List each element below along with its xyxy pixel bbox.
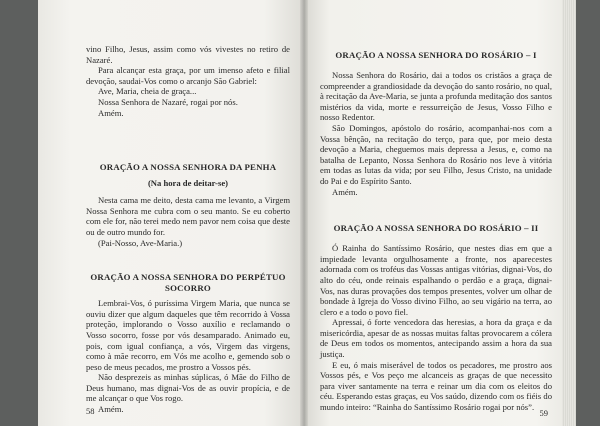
penha-title: ORAÇÃO A NOSSA SENHORA DA PENHA — [99, 162, 277, 173]
intro-paragraph-1: vino Filho, Jesus, assim como vós vivestes no retiro de Nazaré. — [86, 44, 290, 65]
penha-paragraph: Nesta cama me deito, desta cama me levanto, a Virgem Nossa Senhora me cubra com o seu manto. Se eu coberto com ele for, não terei medo nem pavor nem coisa que deste ou de outro mundo for. — [86, 195, 290, 237]
perpetuo-title-line-2: SOCORRO — [165, 283, 211, 294]
penha-note: (Pai-Nosso, Ave-Maria.) — [98, 237, 183, 248]
page-number-right: 59 — [539, 408, 548, 418]
perpetuo-paragraph-2: Não desprezeis as minhas súplicas, ó Mãe do Filho de Deus humano, mas dignai-Vos de as ouvir propícia, e de me alcançar o que Vos rogo. — [86, 372, 290, 404]
page-edges — [562, 0, 576, 426]
rosario-1-paragraph-1: Nossa Senhora do Rosário, dai a todos os cristãos a graça de compreender a grandiosidade da devoção do santo rosário, no qual, à recitação da Ave-Maria, se junta a profunda meditação dos santos mistérios da vida, morte e ressurreição de Jesus, Vosso Filho e nosso Redentor. — [320, 70, 552, 123]
intro-paragraph-2: Para alcançar esta graça, por um imenso afeto e filial devoção, saudai-Vos como o arcanjo São Gabriel: — [86, 65, 290, 86]
rosario-2-paragraph-1: Ó Rainha do Santíssimo Rosário, que nestes dias em que a impiedade levanta orgulhosamente a fronte, nos aparecestes adornada com os troféus das Vossas antigas vitórias, dignai-Vos, do alto do céu, onde reinais espalhando o perdão e a graça, dignai-Vos, nas duras provações dos tempos presentes, volver um olhar de bondade à Igreja do Vosso divino Filho, ao seu vigário na terra, ao clero e a todo o povo fiel. — [320, 243, 552, 317]
rosario-2-paragraph-2: Apressai, ó forte vencedora das heresias, a hora da graça e da misericórdia, apesar de as nossas muitas faltas provocarem a cólera de Deus em todos os momentos, antecipando assim a hora da sua justiça. — [320, 317, 552, 360]
intro-line-nazare: Nossa Senhora de Nazaré, rogai por nós. — [98, 96, 238, 107]
penha-subtitle: (Na hora de deitar-se) — [147, 178, 229, 189]
perpetuo-paragraph-1: Lembrai-Vos, ó puríssima Virgem Maria, que nunca se ouviu dizer que algum daqueles que têm recorrido à Vossa proteção, implorando o Vosso auxílio e reclamando o Vosso socorro, fosse por vós desamparado. Animado eu, pois, com igual confiança, a vós, Virgem das virgens, como à mãe recorro, em Vós me acolho e, gemendo sob o peso de meus pecados, me prostro a Vossos pés. — [86, 298, 290, 372]
intro-line-ave-maria: Ave, Maria, cheia de graça... — [98, 86, 197, 97]
rosario-2-title: ORAÇÃO A NOSSA SENHORA DO ROSÁRIO – II — [333, 223, 539, 234]
page-number-left: 58 — [86, 406, 95, 416]
right-page — [304, 0, 562, 426]
rosario-1-amen: Amém. — [332, 186, 358, 197]
book-spine — [300, 0, 308, 426]
left-page — [38, 0, 304, 426]
rosario-2-paragraph-3: E eu, ó mais miserável de todos os pecadores, me prostro aos Vossos pés, e Vos peço me alcanceis as graças de que necessito para viver santamente na terra e reinar um dia com os eleitos do céu. Esperando estas graças, eu Vos saúdo, dizendo com os fiéis do mundo inteiro: “Rainha do Santíssimo Rosário rogai por nós”. — [320, 359, 552, 413]
intro-amen: Amém. — [98, 107, 124, 118]
rosario-1-title: ORAÇÃO A NOSSA SENHORA DO ROSÁRIO – I — [335, 50, 537, 60]
perpetuo-title-line-1: ORAÇÃO A NOSSA SENHORA DO PERPÉTUO — [90, 272, 286, 283]
rosario-1-paragraph-2: São Domingos, apóstolo do rosário, acompanhai-nos com a Vossa bênção, na recitação do terço, para que, por meio desta devoção a Maria, cheguemos mais depressa a Jesus, e, como na batalha de Lepanto, Nossa Senhora do Rosário nos leve à vitória em todas as lutas da vida; por seu Filho, Jesus Cristo, na unidade do Pai e do Espírito Santo. — [320, 122, 552, 186]
perpetuo-amen: Amém. — [98, 404, 124, 415]
